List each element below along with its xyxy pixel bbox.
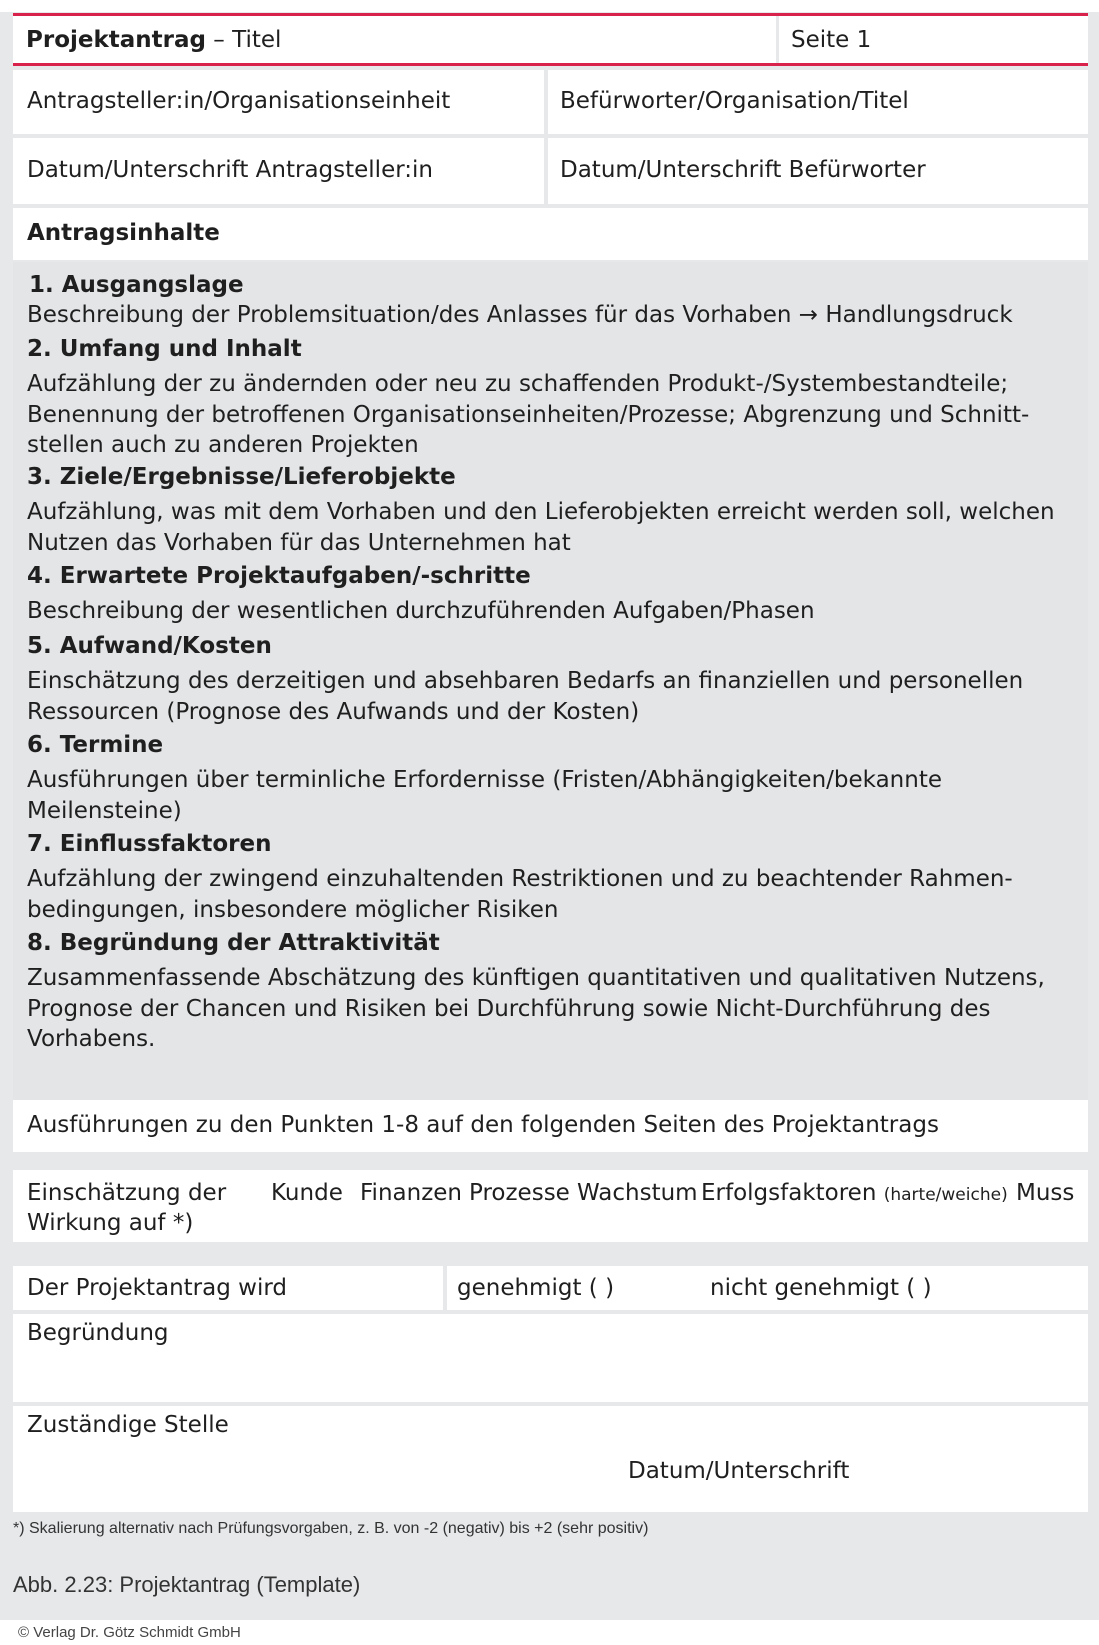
section-text: Aufzählung, was mit dem Vorhaben und den Lieferobjekten erreicht werden soll, welchen Nutzen das Vorhaben für das Unternehmen hat — [27, 499, 1055, 556]
endorser-signature-cell[interactable] — [548, 138, 1088, 204]
reason-row[interactable] — [13, 1314, 1088, 1402]
approval-options-cell — [447, 1266, 1088, 1310]
form-title-rest: – Titel — [206, 27, 282, 53]
impact-row — [13, 1170, 1088, 1242]
contents-heading-row — [13, 208, 1088, 260]
figure-caption: Abb. 2.23: Projektantrag (Template) — [13, 1572, 361, 1597]
section-text: Einschätzung des derzeitigen und absehbaren Bedarfs an finanziellen und personellen Ressourcen (Prognose des Aufwands und der Kosten) — [27, 668, 1024, 725]
applicant-signature-label: Datum/Unterschrift Antragsteller:in — [27, 157, 433, 183]
applicant-row — [13, 70, 1088, 134]
endorser-label: Befürworter/Organisation/Titel — [560, 88, 909, 114]
signature-row — [13, 138, 1088, 204]
applicant-label: Antragsteller:in/Organisationseinheit — [27, 88, 451, 114]
page-number: Seite 1 — [791, 27, 872, 53]
copyright: © Verlag Dr. Götz Schmidt GmbH — [18, 1624, 241, 1641]
section-text: Beschreibung der wesentlichen durchzuführenden Aufgaben/Phasen — [27, 598, 815, 624]
impact-must[interactable]: Muss — [1016, 1180, 1075, 1206]
section-heading: 6. Termine — [27, 732, 164, 758]
form-header — [13, 16, 1088, 66]
form-title-bold: Projektantrag — [26, 27, 206, 53]
approval-label: Der Projektantrag wird — [27, 1275, 287, 1301]
section-text: Beschreibung der Problemsituation/des Anlasses für das Vorhaben → Handlungsdruck — [27, 302, 1013, 328]
details-note-row — [13, 1100, 1088, 1152]
header-bottom-rule — [13, 63, 1088, 66]
applicant-cell[interactable] — [13, 70, 544, 134]
section-text: Zusammenfassende Abschätzung des künftigen quantitativen und qualitativen Nutzens, Prognose der Chancen und Risiken bei Durchführung sowie Nicht-Durchführung des Vorhabens. — [27, 965, 1045, 1052]
responsible-label: Zuständige Stelle — [27, 1412, 229, 1438]
impact-hard-soft: (harte/weiche) — [883, 1185, 1008, 1205]
details-note: Ausführungen zu den Punkten 1-8 auf den folgenden Seiten des Projektantrags — [27, 1112, 939, 1138]
impact-finance[interactable]: Finanzen — [360, 1180, 462, 1206]
impact-label-line2: Wirkung auf *) — [27, 1210, 194, 1236]
impact-processes[interactable]: Prozesse — [469, 1180, 570, 1206]
form-title — [26, 25, 281, 55]
impact-label-line1: Einschätzung der — [27, 1180, 227, 1206]
section-text: Aufzählung der zwingend einzuhaltenden Restriktionen und zu beachtender Rahmen- bedingungen, insbesondere möglicher Risiken — [27, 866, 1013, 923]
section-text: Aufzählung der zu ändernden oder neu zu schaffenden Produkt-/Systembestandteile; Benennung der betroffenen Organisationseinheiten/Prozesse; Abgrenzung und Schnitt- stellen auch zu anderen Projekten — [27, 371, 1030, 458]
applicant-signature-cell[interactable] — [13, 138, 544, 204]
approval-row — [13, 1266, 1088, 1310]
section-heading: 5. Aufwand/Kosten — [27, 633, 272, 659]
section-heading: 4. Erwartete Projektaufgaben/-schritte — [27, 563, 531, 589]
header-separator — [776, 16, 779, 66]
contents-heading: Antragsinhalte — [27, 220, 220, 246]
footnote: *) Skalierung alternativ nach Prüfungsvorgaben, z. B. von -2 (negativ) bis +2 (sehr positiv) — [13, 1520, 649, 1537]
endorser-signature-label: Datum/Unterschrift Befürworter — [560, 157, 926, 183]
section-heading: 3. Ziele/Ergebnisse/Lieferobjekte — [27, 464, 456, 490]
reason-label: Begründung — [27, 1320, 169, 1346]
endorser-cell[interactable] — [548, 70, 1088, 134]
top-margin — [0, 0, 1099, 12]
contents-block — [13, 262, 1088, 1100]
section-heading: 7. Einflussfaktoren — [27, 831, 272, 857]
impact-growth[interactable]: Wachstum — [577, 1180, 698, 1206]
impact-success-factors[interactable] — [701, 1178, 1008, 1210]
responsible-row[interactable] — [13, 1406, 1088, 1512]
section-heading: 2. Umfang und Inhalt — [27, 336, 302, 362]
section-heading: 1. Ausgangslage — [29, 272, 244, 298]
section-text: Ausführungen über terminliche Erfordernisse (Fristen/Abhängigkeiten/bekannte Meilensteine) — [27, 767, 942, 824]
responsible-signature-label: Datum/Unterschrift — [628, 1458, 850, 1484]
impact-success-factors-label: Erfolgsfaktoren — [701, 1180, 877, 1206]
approval-label-cell — [13, 1266, 443, 1310]
not-approved-option[interactable]: nicht genehmigt ( ) — [710, 1275, 932, 1301]
impact-customer[interactable]: Kunde — [271, 1180, 343, 1206]
approved-option[interactable]: genehmigt ( ) — [457, 1275, 615, 1301]
section-heading: 8. Begründung der Attraktivität — [27, 930, 440, 956]
